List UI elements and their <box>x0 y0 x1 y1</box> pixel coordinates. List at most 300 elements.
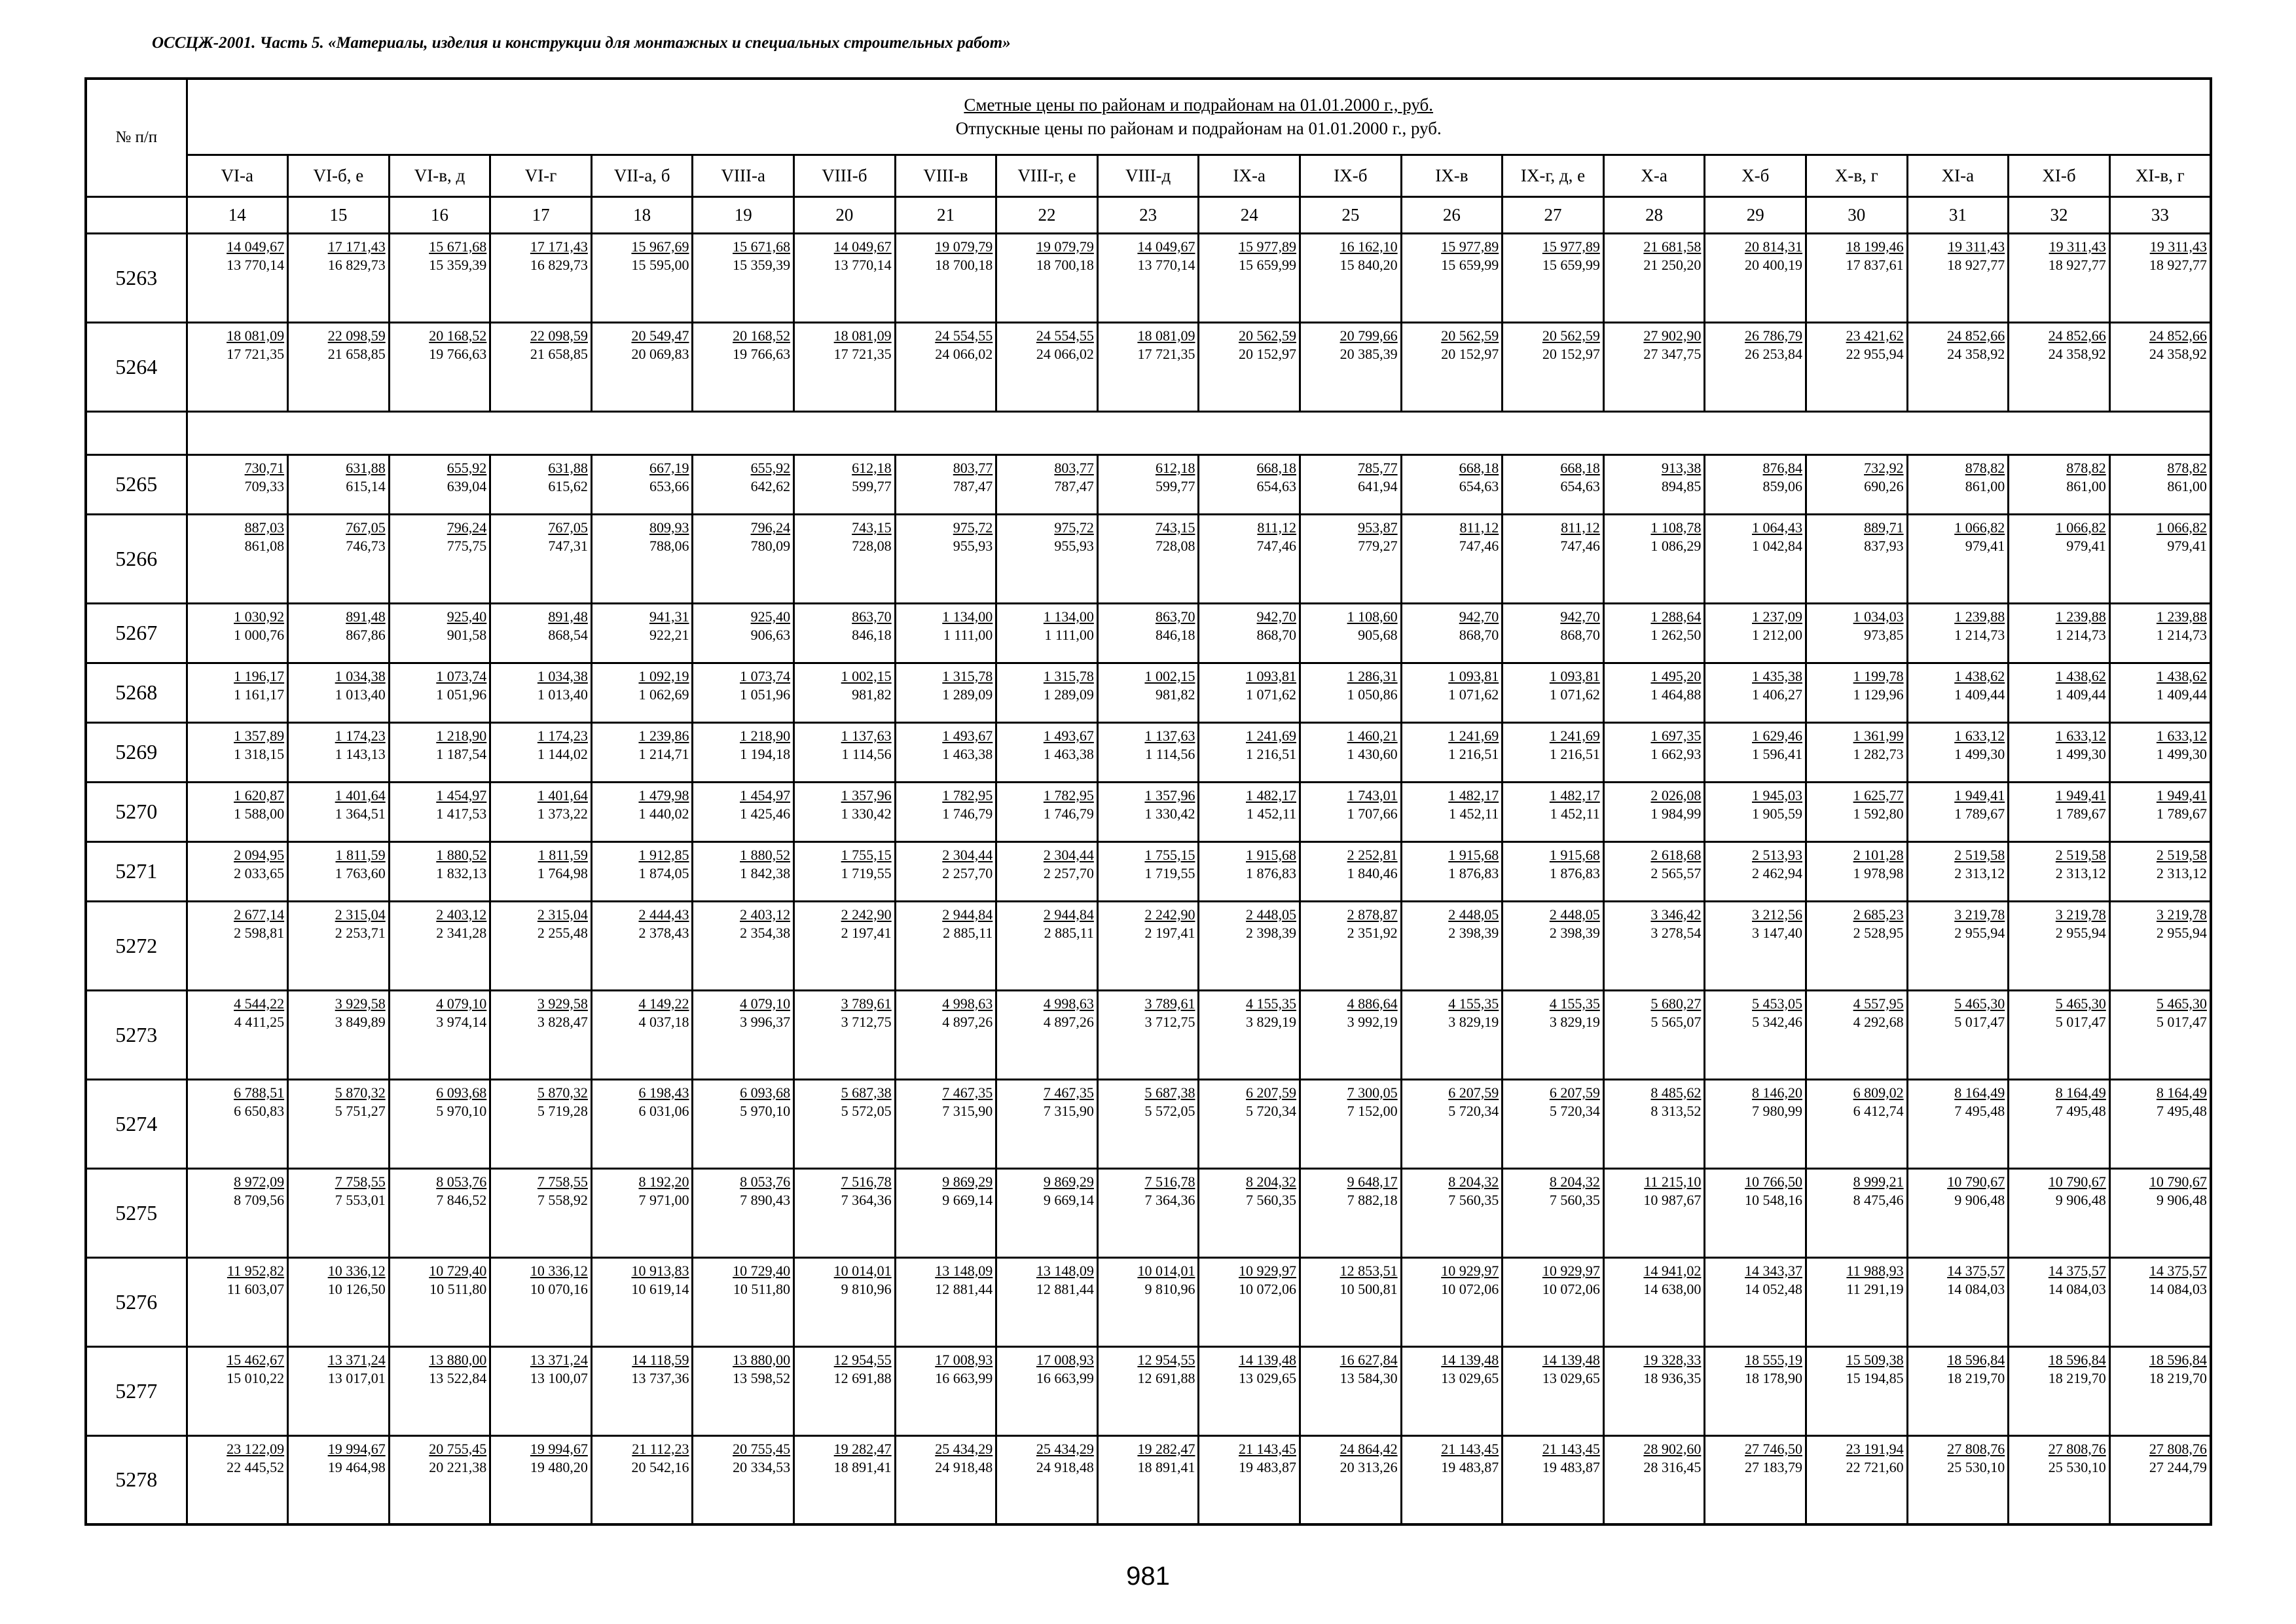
estimated-price: 1 482,17 <box>1549 786 1600 803</box>
price-cell <box>1401 233 1503 322</box>
price-cell <box>490 322 592 411</box>
release-price: 1 194,18 <box>740 745 791 762</box>
estimated-price: 15 671,68 <box>733 238 791 255</box>
release-price: 7 971,00 <box>638 1191 689 1208</box>
column-number: 16 <box>389 196 490 233</box>
price-cell <box>996 722 1098 782</box>
estimated-price: 1 697,35 <box>1650 727 1702 744</box>
estimated-price: 1 479,98 <box>638 786 689 803</box>
price-cell <box>1705 233 1806 322</box>
release-price: 10 987,67 <box>1643 1191 1702 1208</box>
estimated-price: 2 519,58 <box>1954 846 2005 863</box>
estimated-price: 27 746,50 <box>1745 1440 1802 1457</box>
release-price: 2 313,12 <box>2055 864 2106 881</box>
estimated-price: 3 219,78 <box>2055 906 2106 923</box>
price-cell <box>187 722 288 782</box>
release-price: 7 882,18 <box>1347 1191 1398 1208</box>
estimated-price: 1 915,68 <box>1246 846 1297 863</box>
region-header: VI-а <box>187 155 288 196</box>
estimated-price: 4 557,95 <box>1853 995 1904 1012</box>
price-cell <box>1603 1079 1705 1168</box>
estimated-price: 15 462,67 <box>227 1351 285 1368</box>
estimated-price: 668,18 <box>1459 459 1499 476</box>
region-header: XI-в, г <box>2109 155 2211 196</box>
price-cell <box>1503 722 1604 782</box>
release-price: 3 278,54 <box>1650 924 1702 941</box>
price-cell <box>794 1435 896 1524</box>
blank-separator-row <box>86 411 2211 454</box>
estimated-price: 1 241,69 <box>1246 727 1297 744</box>
release-price: 1 430,60 <box>1347 745 1398 762</box>
price-cell <box>288 1257 390 1346</box>
price-cell <box>1503 990 1604 1079</box>
price-cell <box>1907 233 2009 322</box>
release-price: 7 890,43 <box>740 1191 791 1208</box>
release-price: 2 313,12 <box>2156 864 2207 881</box>
price-cell <box>693 1079 794 1168</box>
release-price: 2 885,11 <box>1044 924 1094 941</box>
release-price: 6 650,83 <box>234 1102 285 1119</box>
release-price: 5 565,07 <box>1650 1013 1702 1030</box>
estimated-price: 1 137,63 <box>1144 727 1195 744</box>
price-cell <box>1199 1168 1300 1257</box>
estimated-price: 1 915,68 <box>1448 846 1499 863</box>
estimated-price: 1 438,62 <box>2156 667 2207 684</box>
release-price: 13 598,52 <box>733 1369 791 1386</box>
estimated-price: 6 207,59 <box>1448 1084 1499 1101</box>
estimated-price: 24 852,66 <box>2149 327 2207 344</box>
price-cell <box>490 233 592 322</box>
release-price: 1 289,09 <box>942 686 993 703</box>
release-price: 868,70 <box>1459 626 1499 643</box>
release-price: 1 409,44 <box>1954 686 2005 703</box>
release-price: 3 992,19 <box>1347 1013 1398 1030</box>
price-cell <box>895 1346 996 1435</box>
price-cell <box>1806 990 1908 1079</box>
release-price: 2 398,39 <box>1549 924 1600 941</box>
estimated-price: 1 493,67 <box>1043 727 1094 744</box>
price-cell <box>2109 782 2211 841</box>
release-price: 15 659,99 <box>1239 256 1297 273</box>
estimated-price: 8 192,20 <box>638 1173 689 1190</box>
release-price: 709,33 <box>244 477 285 494</box>
price-cell <box>1603 1435 1705 1524</box>
price-cell <box>591 322 693 411</box>
estimated-price: 2 944,84 <box>942 906 993 923</box>
estimated-price: 10 913,83 <box>631 1262 689 1279</box>
estimated-price: 1 034,38 <box>537 667 588 684</box>
estimated-price: 20 755,45 <box>429 1440 487 1457</box>
release-price: 1 050,86 <box>1347 686 1398 703</box>
price-cell <box>1603 663 1705 722</box>
estimated-price: 8 164,49 <box>1954 1084 2005 1101</box>
price-cell <box>288 901 390 990</box>
estimated-price: 655,92 <box>446 459 487 476</box>
price-cell <box>996 663 1098 722</box>
price-cell <box>288 1435 390 1524</box>
estimated-price: 668,18 <box>1256 459 1297 476</box>
estimated-price: 5 687,38 <box>1144 1084 1195 1101</box>
estimated-price: 18 081,09 <box>833 327 892 344</box>
release-price: 7 315,90 <box>942 1102 993 1119</box>
price-cell <box>1097 1435 1199 1524</box>
release-price: 690,26 <box>1864 477 1904 494</box>
estimated-price: 3 219,78 <box>1954 906 2005 923</box>
price-cell <box>187 663 288 722</box>
estimated-price: 925,40 <box>446 608 487 625</box>
release-price: 27 183,79 <box>1745 1458 1802 1475</box>
release-price: 747,46 <box>1256 537 1297 554</box>
estimated-price: 1 093,81 <box>1448 667 1499 684</box>
release-price: 5 017,47 <box>2156 1013 2207 1030</box>
table-title-line2: Отпускные цены по районам и подрайонам на 01.01.2000 г., руб. <box>955 119 1442 139</box>
price-cell <box>1097 841 1199 901</box>
estimated-price: 8 146,20 <box>1752 1084 1802 1101</box>
row-id: 5263 <box>86 233 187 322</box>
price-cell <box>996 514 1098 603</box>
table-row <box>86 990 2211 1079</box>
estimated-price: 6 198,43 <box>638 1084 689 1101</box>
price-cell <box>1503 454 1604 514</box>
estimated-price: 6 207,59 <box>1549 1084 1600 1101</box>
price-cell <box>389 782 490 841</box>
release-price: 9 906,48 <box>2156 1191 2207 1208</box>
price-cell <box>2009 603 2110 663</box>
estimated-price: 1 030,92 <box>234 608 285 625</box>
estimated-price: 1 073,74 <box>740 667 791 684</box>
release-price: 1 463,38 <box>1043 745 1094 762</box>
estimated-price: 1 174,23 <box>335 727 386 744</box>
price-cell <box>591 233 693 322</box>
release-price: 973,85 <box>1864 626 1904 643</box>
price-cell <box>996 901 1098 990</box>
estimated-price: 1 034,03 <box>1853 608 1904 625</box>
release-price: 18 927,77 <box>2048 256 2106 273</box>
release-price: 2 351,92 <box>1347 924 1398 941</box>
price-cell <box>2109 990 2211 1079</box>
release-price: 25 530,10 <box>2048 1458 2106 1475</box>
price-cell <box>1300 722 1402 782</box>
price-cell <box>1097 454 1199 514</box>
release-price: 1 111,00 <box>943 626 993 643</box>
release-price: 4 037,18 <box>638 1013 689 1030</box>
estimated-price: 2 685,23 <box>1853 906 1904 923</box>
estimated-price: 14 375,57 <box>1947 1262 2005 1279</box>
price-cell <box>490 782 592 841</box>
release-price: 13 100,07 <box>530 1369 588 1386</box>
release-price: 1 013,40 <box>537 686 588 703</box>
price-cell <box>895 841 996 901</box>
estimated-price: 4 149,22 <box>638 995 689 1012</box>
price-cell <box>895 782 996 841</box>
release-price: 9 810,96 <box>1144 1280 1195 1297</box>
estimated-price: 13 880,00 <box>429 1351 487 1368</box>
release-price: 747,46 <box>1560 537 1600 554</box>
table-row <box>86 514 2211 603</box>
estimated-price: 1 880,52 <box>740 846 791 863</box>
release-price: 3 712,75 <box>1144 1013 1195 1030</box>
estimated-price: 1 743,01 <box>1347 786 1398 803</box>
price-cell <box>1401 322 1503 411</box>
price-cell <box>591 603 693 663</box>
estimated-price: 10 729,40 <box>429 1262 487 1279</box>
price-cell <box>490 1346 592 1435</box>
estimated-price: 1 199,78 <box>1853 667 1904 684</box>
release-price: 1 763,60 <box>335 864 386 881</box>
release-price: 13 029,65 <box>1441 1369 1499 1386</box>
price-cell <box>1907 782 2009 841</box>
release-price: 13 017,01 <box>327 1369 386 1386</box>
price-cell <box>389 990 490 1079</box>
estimated-price: 24 852,66 <box>1947 327 2005 344</box>
price-cell <box>389 901 490 990</box>
estimated-price: 14 941,02 <box>1643 1262 1702 1279</box>
release-price: 10 072,06 <box>1239 1280 1297 1297</box>
price-cell <box>895 454 996 514</box>
estimated-price: 953,87 <box>1358 519 1398 536</box>
estimated-price: 26 786,79 <box>1745 327 1802 344</box>
estimated-price: 975,72 <box>953 519 993 536</box>
estimated-price: 14 049,67 <box>1137 238 1195 255</box>
estimated-price: 20 562,59 <box>1542 327 1600 344</box>
release-price: 1 062,69 <box>638 686 689 703</box>
price-cell <box>1401 663 1503 722</box>
price-cell <box>288 514 390 603</box>
release-price: 1 330,42 <box>841 805 892 822</box>
price-table <box>84 77 2212 1526</box>
estimated-price: 1 454,97 <box>740 786 791 803</box>
estimated-price: 7 516,78 <box>841 1173 892 1190</box>
price-cell <box>1199 233 1300 322</box>
price-cell <box>288 454 390 514</box>
price-cell <box>1907 1257 2009 1346</box>
release-price: 1 212,00 <box>1752 626 1802 643</box>
price-cell <box>2009 322 2110 411</box>
release-price: 867,86 <box>346 626 386 643</box>
price-cell <box>591 1346 693 1435</box>
release-price: 2 257,70 <box>1043 864 1094 881</box>
price-cell <box>1907 722 2009 782</box>
release-price: 1 330,42 <box>1144 805 1195 822</box>
release-price: 653,66 <box>649 477 689 494</box>
estimated-price: 4 886,64 <box>1347 995 1398 1012</box>
price-cell <box>187 1346 288 1435</box>
row-number-header: № п/п <box>86 79 187 196</box>
estimated-price: 1 915,68 <box>1549 846 1600 863</box>
estimated-price: 19 311,43 <box>2049 238 2106 255</box>
estimated-price: 1 288,64 <box>1650 608 1702 625</box>
release-price: 14 084,03 <box>1947 1280 2005 1297</box>
release-price: 9 810,96 <box>841 1280 892 1297</box>
price-cell <box>1401 841 1503 901</box>
estimated-price: 19 079,79 <box>935 238 993 255</box>
price-cell <box>996 841 1098 901</box>
blank-cell <box>86 411 187 454</box>
release-price: 10 548,16 <box>1745 1191 1802 1208</box>
column-number: 28 <box>1603 196 1705 233</box>
release-price: 5 342,46 <box>1752 1013 1802 1030</box>
document-header: ОССЦЖ-2001. Часть 5. «Материалы, изделия и конструкции для монтажных и специальных строительных работ» <box>152 34 1011 52</box>
release-price: 19 766,63 <box>733 345 791 362</box>
price-cell <box>1603 722 1705 782</box>
column-number: 26 <box>1401 196 1503 233</box>
release-price: 599,77 <box>852 477 892 494</box>
release-price: 1 452,11 <box>1550 805 1600 822</box>
price-cell <box>1907 1346 2009 1435</box>
estimated-price: 5 870,32 <box>537 1084 588 1101</box>
estimated-price: 17 171,43 <box>327 238 386 255</box>
price-cell <box>490 603 592 663</box>
estimated-price: 1 357,89 <box>234 727 285 744</box>
release-price: 13 770,14 <box>227 256 285 273</box>
release-price: 11 603,07 <box>227 1280 285 1297</box>
estimated-price: 1 401,64 <box>537 786 588 803</box>
release-price: 1 978,98 <box>1853 864 1904 881</box>
price-cell <box>1401 1435 1503 1524</box>
estimated-price: 631,88 <box>548 459 588 476</box>
release-price: 779,27 <box>1358 537 1398 554</box>
price-cell <box>1503 1346 1604 1435</box>
table-row <box>86 1079 2211 1168</box>
price-cell <box>1300 901 1402 990</box>
release-price: 17 721,35 <box>1137 345 1195 362</box>
release-price: 1 417,53 <box>436 805 487 822</box>
release-price: 1 161,17 <box>234 686 285 703</box>
estimated-price: 1 782,95 <box>1043 786 1094 803</box>
estimated-price: 6 809,02 <box>1853 1084 1904 1101</box>
release-price: 1 406,27 <box>1752 686 1802 703</box>
release-price: 18 927,77 <box>2149 256 2207 273</box>
price-cell <box>591 782 693 841</box>
estimated-price: 3 789,61 <box>841 995 892 1012</box>
release-price: 979,41 <box>1965 537 2005 554</box>
price-cell <box>794 722 896 782</box>
release-price: 9 669,14 <box>942 1191 993 1208</box>
release-price: 26 253,84 <box>1745 345 1802 362</box>
estimated-price: 1 218,90 <box>740 727 791 744</box>
release-price: 18 936,35 <box>1643 1369 1702 1386</box>
price-cell <box>693 782 794 841</box>
release-price: 747,31 <box>548 537 588 554</box>
release-price: 20 334,53 <box>733 1458 791 1475</box>
price-cell <box>1806 782 1908 841</box>
price-cell <box>2109 454 2211 514</box>
price-cell <box>389 454 490 514</box>
price-cell <box>187 901 288 990</box>
release-price: 24 918,48 <box>1036 1458 1094 1475</box>
price-cell <box>1603 603 1705 663</box>
release-price: 10 511,80 <box>733 1280 791 1297</box>
estimated-price: 1 625,77 <box>1853 786 1904 803</box>
estimated-price: 2 519,58 <box>2156 846 2207 863</box>
estimated-price: 1 241,69 <box>1448 727 1499 744</box>
release-price: 5 572,05 <box>1144 1102 1195 1119</box>
release-price: 859,06 <box>1762 477 1802 494</box>
estimated-price: 3 929,58 <box>537 995 588 1012</box>
estimated-price: 803,77 <box>953 459 993 476</box>
estimated-price: 10 336,12 <box>327 1262 386 1279</box>
price-cell <box>1097 1168 1199 1257</box>
estimated-price: 2 403,12 <box>740 906 791 923</box>
estimated-price: 21 143,45 <box>1542 1440 1600 1457</box>
table-row <box>86 454 2211 514</box>
release-price: 9 906,48 <box>2055 1191 2106 1208</box>
release-price: 7 495,48 <box>2156 1102 2207 1119</box>
estimated-price: 876,84 <box>1762 459 1802 476</box>
estimated-price: 19 079,79 <box>1036 238 1094 255</box>
price-cell <box>2109 1257 2211 1346</box>
estimated-price: 767,05 <box>346 519 386 536</box>
price-cell <box>2109 1435 2211 1524</box>
price-cell <box>1097 663 1199 722</box>
estimated-price: 2 101,28 <box>1853 846 1904 863</box>
estimated-price: 925,40 <box>750 608 791 625</box>
estimated-price: 2 448,05 <box>1246 906 1297 923</box>
release-price: 5 970,10 <box>740 1102 791 1119</box>
release-price: 905,68 <box>1358 626 1398 643</box>
price-cell <box>1806 514 1908 603</box>
release-price: 12 691,88 <box>833 1369 892 1386</box>
release-price: 1 452,11 <box>1449 805 1499 822</box>
release-price: 641,94 <box>1358 477 1398 494</box>
release-price: 8 475,46 <box>1853 1191 1904 1208</box>
column-number: 30 <box>1806 196 1908 233</box>
estimated-price: 18 199,46 <box>1846 238 1904 255</box>
estimated-price: 19 311,43 <box>2149 238 2207 255</box>
estimated-price: 1 482,17 <box>1246 786 1297 803</box>
price-cell <box>1907 1079 2009 1168</box>
estimated-price: 975,72 <box>1054 519 1094 536</box>
release-price: 615,62 <box>548 477 588 494</box>
release-price: 922,21 <box>649 626 689 643</box>
price-cell <box>490 663 592 722</box>
estimated-price: 3 212,56 <box>1752 906 1802 923</box>
price-cell <box>1401 901 1503 990</box>
release-price: 24 918,48 <box>935 1458 993 1475</box>
price-cell <box>1503 322 1604 411</box>
release-price: 2 354,38 <box>740 924 791 941</box>
release-price: 10 619,14 <box>631 1280 689 1297</box>
estimated-price: 891,48 <box>548 608 588 625</box>
estimated-price: 5 465,30 <box>1954 995 2005 1012</box>
price-cell <box>996 1257 1098 1346</box>
release-price: 24 066,02 <box>1036 345 1094 362</box>
estimated-price: 15 977,89 <box>1239 238 1297 255</box>
price-cell <box>1806 841 1908 901</box>
price-cell <box>288 663 390 722</box>
region-header: X-в, г <box>1806 155 1908 196</box>
price-cell <box>1705 722 1806 782</box>
price-cell <box>693 1346 794 1435</box>
price-cell <box>1806 322 1908 411</box>
release-price: 7 495,48 <box>1954 1102 2005 1119</box>
price-cell <box>693 322 794 411</box>
price-cell <box>1603 322 1705 411</box>
estimated-price: 1 073,74 <box>436 667 487 684</box>
estimated-price: 13 880,00 <box>733 1351 791 1368</box>
estimated-price: 14 118,59 <box>632 1351 689 1368</box>
price-cell <box>1603 514 1705 603</box>
table-row <box>86 603 2211 663</box>
region-header: VI-б, е <box>288 155 390 196</box>
estimated-price: 8 999,21 <box>1853 1173 1904 1190</box>
release-price: 18 891,41 <box>833 1458 892 1475</box>
estimated-price: 14 049,67 <box>833 238 892 255</box>
estimated-price: 1 134,00 <box>942 608 993 625</box>
region-header: VII-а, б <box>591 155 693 196</box>
release-price: 1 111,00 <box>1044 626 1094 643</box>
release-price: 2 378,43 <box>638 924 689 941</box>
